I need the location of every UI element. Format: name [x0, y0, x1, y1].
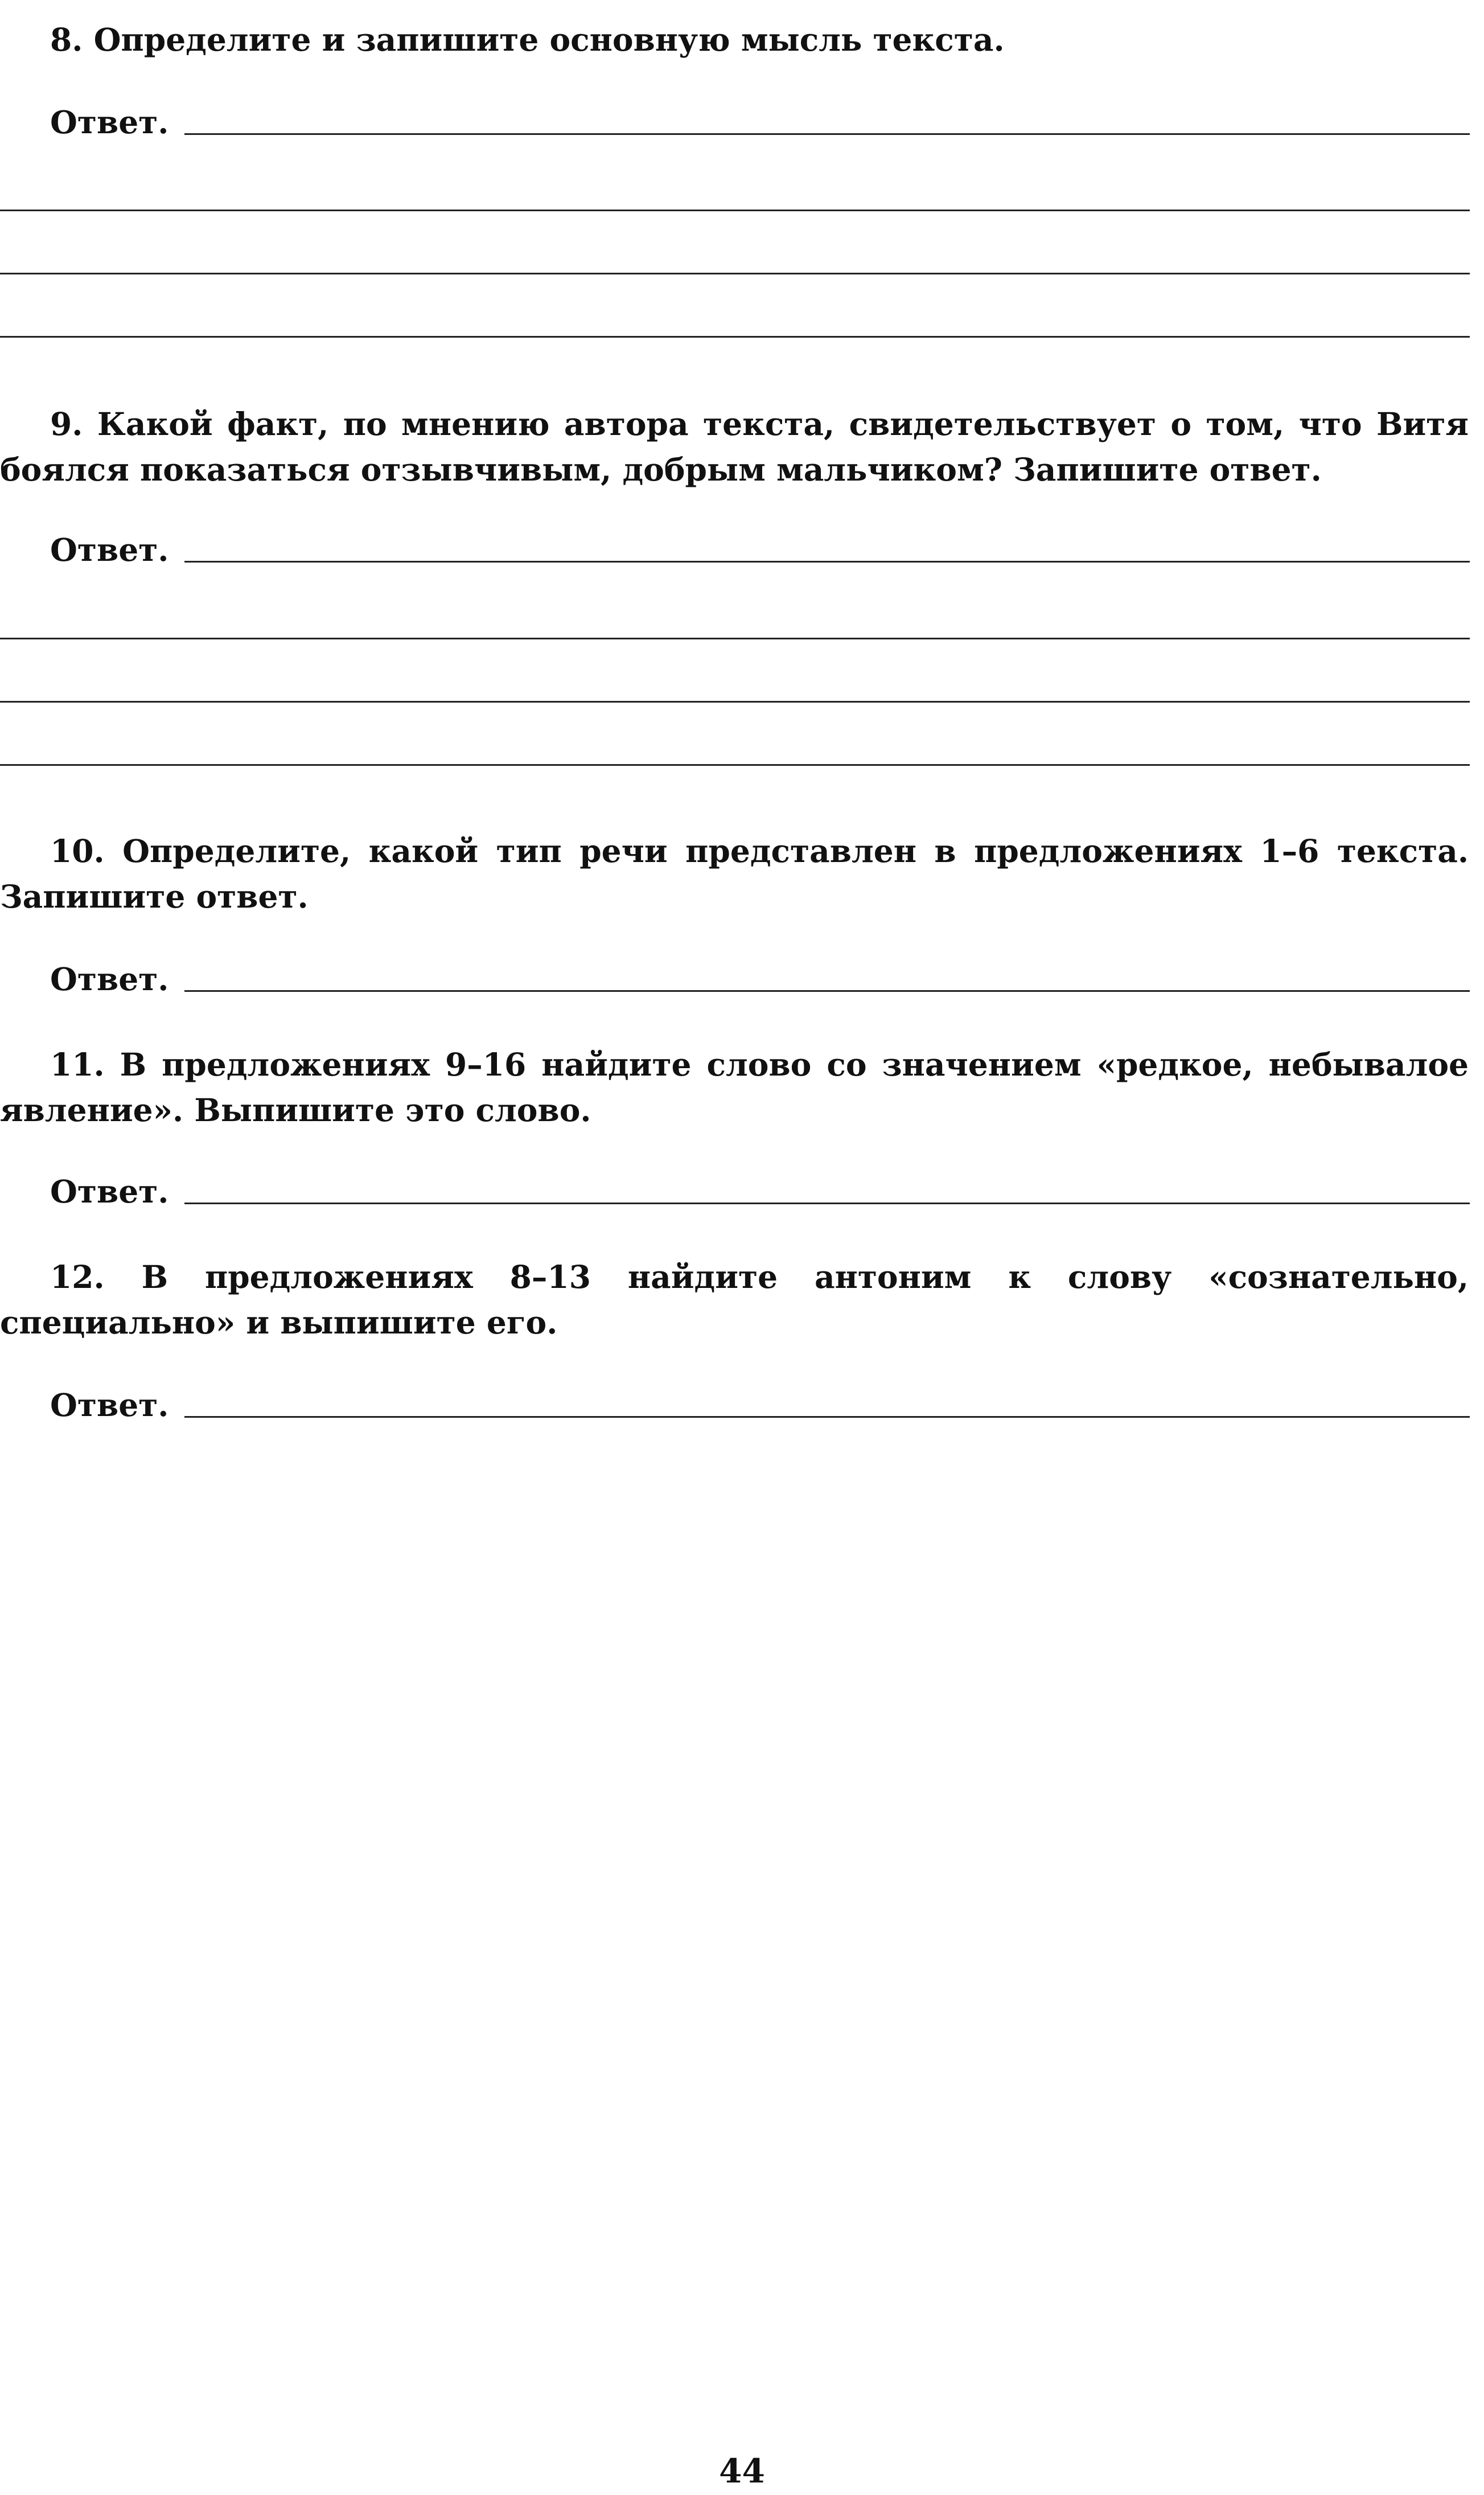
task-12	[0, 1254, 1469, 1345]
task-8-extra-line-2[interactable]	[0, 273, 1470, 274]
task-8-question: 8. Определите и запишите основную мысль текста.	[50, 21, 1005, 58]
answer-line[interactable]	[184, 1203, 1470, 1204]
task-8-answer-row[interactable]	[50, 100, 1470, 145]
answer-label: Ответ.	[50, 1173, 169, 1210]
page-number: 44	[719, 2452, 765, 2490]
answer-label: Ответ.	[50, 104, 169, 141]
task-8-extra-line-3[interactable]	[0, 336, 1470, 338]
task-9-question: 9. Какой факт, по мнению автора текста, свидетельствует о том, что Витя боялся показаться отзывчивым, добрым мальчиком? Запишите ответ.	[0, 405, 1469, 488]
answer-label: Ответ.	[50, 961, 169, 998]
answer-line[interactable]	[184, 1416, 1470, 1418]
answer-line[interactable]	[184, 990, 1470, 992]
task-9-answer-row[interactable]	[50, 527, 1470, 573]
answer-line[interactable]	[184, 133, 1470, 135]
task-10	[0, 828, 1469, 920]
task-10-answer-row[interactable]	[50, 957, 1470, 1002]
task-9-extra-line-2[interactable]	[0, 701, 1470, 703]
answer-label: Ответ.	[50, 1386, 169, 1423]
task-8-extra-line-1[interactable]	[0, 210, 1470, 211]
task-11-question: 11. В предложениях 9–16 найдите слово со значением «редкое, небывалое явление». Выпишите это слово.	[0, 1046, 1469, 1129]
task-8	[0, 17, 1469, 63]
task-10-question: 10. Определите, какой тип речи представлен в предложениях 1–6 текста. Запишите ответ.	[0, 832, 1469, 915]
answer-label: Ответ.	[50, 531, 169, 568]
task-9-extra-line-1[interactable]	[0, 638, 1470, 639]
task-11	[0, 1042, 1469, 1133]
task-9	[0, 401, 1469, 493]
answer-line[interactable]	[184, 561, 1470, 563]
task-12-question: 12. В предложениях 8–13 найдите антоним к слову «сознательно, специально» и выпишите его.	[0, 1258, 1469, 1341]
task-9-extra-line-3[interactable]	[0, 764, 1470, 766]
task-11-answer-row[interactable]	[50, 1169, 1470, 1214]
task-12-answer-row[interactable]	[50, 1382, 1470, 1428]
